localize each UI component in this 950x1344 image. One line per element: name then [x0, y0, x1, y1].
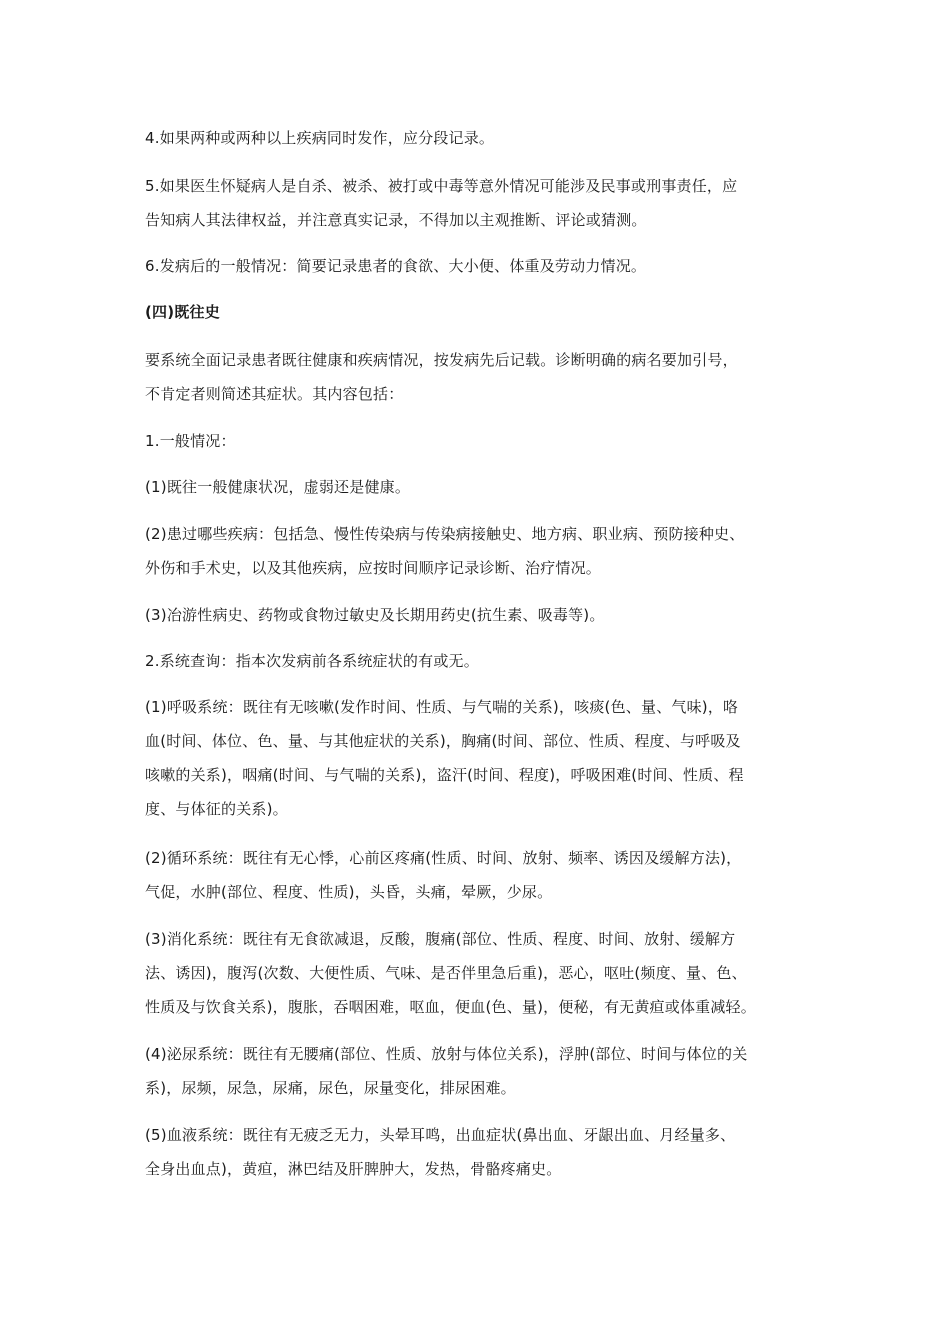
- text-line: 告知病人其法律权益，并注意真实记录，不得加以主观推断、评论或猜测。: [145, 211, 647, 229]
- paragraph-general-health: [145, 470, 825, 504]
- text-line: 不肯定者则简述其症状。其内容包括：: [145, 385, 404, 403]
- paragraph-intro: [145, 343, 825, 411]
- section-heading-past-history: [145, 295, 825, 329]
- text-line: 系)，尿频，尿急，尿痛，尿色，尿量变化，排尿困难。: [145, 1079, 516, 1097]
- text-line: 4.如果两种或两种以上疾病同时发作，应分段记录。: [145, 129, 495, 147]
- paragraph-past-diseases: [145, 517, 825, 585]
- text-line: 咳嗽的关系)，咽痛(时间、与气喘的关系)，盗汗(时间、程度)，呼吸困难(时间、性质、程: [145, 766, 744, 784]
- paragraph-digestive: [145, 922, 825, 1024]
- text-line: 血(时间、体位、色、量、与其他症状的关系)，胸痛(时间、部位、性质、程度、与呼吸及: [145, 732, 741, 750]
- text-line: 全身出血点)，黄疸，淋巴结及肝脾肿大，发热，骨骼疼痛史。: [145, 1160, 562, 1178]
- paragraph-circulatory: [145, 841, 825, 909]
- paragraph-respiratory: [145, 690, 825, 826]
- text-line: (5)血液系统：既往有无疲乏无力，头晕耳鸣，出血症状(鼻出血、牙龈出血、月经量多、: [145, 1126, 736, 1144]
- text-line: 5.如果医生怀疑病人是自杀、被杀、被打或中毒等意外情况可能涉及民事或刑事责任，应: [145, 177, 738, 195]
- paragraph-item-4: [145, 121, 825, 155]
- text-line: 6.发病后的一般情况：简要记录患者的食欲、大小便、体重及劳动力情况。: [145, 257, 647, 275]
- paragraph-system-review: [145, 644, 825, 678]
- heading-text: (四)既往史: [145, 303, 220, 321]
- text-line: (4)泌尿系统：既往有无腰痛(部位、性质、放射与体位关系)，浮肿(部位、时间与体位的关: [145, 1045, 748, 1063]
- text-line: 外伤和手术史，以及其他疾病，应按时间顺序记录诊断、治疗情况。: [145, 559, 602, 577]
- text-line: (3)冶游性病史、药物或食物过敏史及长期用药史(抗生素、吸毒等)。: [145, 606, 605, 624]
- text-line: (2)患过哪些疾病：包括急、慢性传染病与传染病接触史、地方病、职业病、预防接种史、: [145, 525, 745, 543]
- text-line: (2)循环系统：既往有无心悸，心前区疼痛(性质、时间、放射、频率、诱因及缓解方法)，: [145, 849, 742, 867]
- text-line: 法、诱因)，腹泻(次数、大便性质、气味、是否伴里急后重)，恶心，呕吐(频度、量、色、: [145, 964, 747, 982]
- paragraph-item-6: [145, 249, 825, 283]
- paragraph-blood: [145, 1118, 825, 1186]
- text-line: (1)既往一般健康状况，虚弱还是健康。: [145, 478, 411, 496]
- paragraph-item-5: [145, 169, 825, 237]
- text-line: 度、与体征的关系)。: [145, 800, 288, 818]
- text-line: 2.系统查询：指本次发病前各系统症状的有或无。: [145, 652, 479, 670]
- text-line: 1.一般情况：: [145, 432, 236, 450]
- paragraph-general: [145, 424, 825, 458]
- paragraph-allergy-history: [145, 598, 825, 632]
- text-line: (3)消化系统：既往有无食欲减退，反酸，腹痛(部位、性质、程度、时间、放射、缓解方: [145, 930, 736, 948]
- text-line: 气促，水肿(部位、程度、性质)，头昏，头痛，晕厥，少尿。: [145, 883, 553, 901]
- text-line: (1)呼吸系统：既往有无咳嗽(发作时间、性质、与气喘的关系)，咳痰(色、量、气味)，咯: [145, 698, 739, 716]
- text-line: 要系统全面记录患者既往健康和疾病情况，按发病先后记载。诊断明确的病名要加引号，: [145, 351, 738, 369]
- paragraph-urinary: [145, 1037, 825, 1105]
- text-line: 性质及与饮食关系)，腹胀，吞咽困难，呕血，便血(色、量)，便秘，有无黄疸或体重减轻。: [145, 998, 756, 1016]
